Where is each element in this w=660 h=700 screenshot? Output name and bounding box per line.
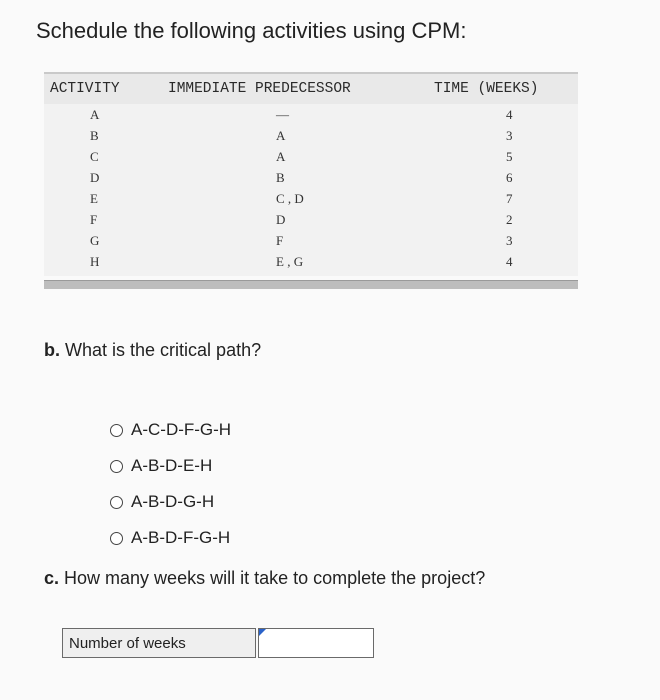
question-c bbox=[44, 568, 485, 589]
activity-cell: H bbox=[90, 254, 100, 269]
question-c-text: How many weeks will it take to complete the project? bbox=[64, 568, 486, 588]
time-cell: 2 bbox=[506, 212, 513, 227]
time-cell: 5 bbox=[506, 149, 513, 164]
radio-circle-icon[interactable] bbox=[110, 424, 123, 437]
time-cell: 7 bbox=[506, 191, 513, 206]
header-time: TIME (WEEKS) bbox=[434, 81, 539, 97]
option-label[interactable]: A-C-D-F-G-H bbox=[131, 420, 232, 439]
number-of-weeks-input[interactable] bbox=[258, 628, 374, 658]
time-cell: 3 bbox=[506, 128, 513, 143]
question-b-text: What is the critical path? bbox=[65, 340, 262, 360]
predecessor-cell: E , G bbox=[276, 254, 304, 269]
table-row bbox=[44, 230, 578, 251]
table-row bbox=[44, 167, 578, 188]
question-b bbox=[44, 340, 261, 361]
predecessor-cell: F bbox=[276, 233, 284, 248]
predecessor-cell: C , D bbox=[276, 191, 304, 206]
table-row bbox=[44, 209, 578, 230]
option-radio[interactable] bbox=[110, 484, 231, 520]
radio-circle-icon[interactable] bbox=[110, 460, 123, 473]
activity-cell: D bbox=[90, 170, 100, 185]
number-of-weeks-label: Number of weeks bbox=[62, 628, 256, 658]
activity-cell: E bbox=[90, 191, 98, 206]
predecessor-cell: A bbox=[276, 128, 286, 143]
question-b-prefix: b. bbox=[44, 340, 60, 360]
predecessor-cell: B bbox=[276, 170, 285, 185]
option-label[interactable]: A-B-D-F-G-H bbox=[131, 528, 231, 547]
predecessor-cell: D bbox=[276, 212, 286, 227]
table-header bbox=[44, 72, 578, 104]
activity-cell: G bbox=[90, 233, 100, 248]
activity-cell: C bbox=[90, 149, 99, 164]
activity-cell: A bbox=[90, 107, 100, 122]
time-cell: 4 bbox=[506, 254, 513, 269]
table-row bbox=[44, 125, 578, 146]
radio-circle-icon[interactable] bbox=[110, 532, 123, 545]
page-title: Schedule the following activities using CPM: bbox=[36, 18, 467, 43]
table-row bbox=[44, 188, 578, 209]
table-row bbox=[44, 104, 578, 125]
option-radio[interactable] bbox=[110, 412, 231, 448]
table-body bbox=[44, 104, 578, 276]
option-radio[interactable] bbox=[110, 448, 231, 484]
predecessor-cell: — bbox=[276, 107, 289, 122]
table-row bbox=[44, 251, 578, 272]
activity-cell: F bbox=[90, 212, 98, 227]
table-bottom-rule bbox=[44, 280, 578, 289]
header-predecessor: IMMEDIATE PREDECESSOR bbox=[168, 81, 351, 97]
time-cell: 4 bbox=[506, 107, 513, 122]
option-label[interactable]: A-B-D-E-H bbox=[131, 456, 213, 475]
radio-circle-icon[interactable] bbox=[110, 496, 123, 509]
option-radio[interactable] bbox=[110, 520, 231, 556]
header-activity: ACTIVITY bbox=[50, 81, 120, 97]
input-corner-marker-icon bbox=[259, 629, 266, 636]
activity-table bbox=[44, 72, 578, 289]
question-c-prefix: c. bbox=[44, 568, 60, 588]
activity-cell: B bbox=[90, 128, 99, 143]
time-cell: 6 bbox=[506, 170, 513, 185]
time-cell: 3 bbox=[506, 233, 513, 248]
table-row bbox=[44, 146, 578, 167]
option-label[interactable]: A-B-D-G-H bbox=[131, 492, 215, 511]
predecessor-cell: A bbox=[276, 149, 286, 164]
critical-path-options bbox=[110, 412, 231, 556]
